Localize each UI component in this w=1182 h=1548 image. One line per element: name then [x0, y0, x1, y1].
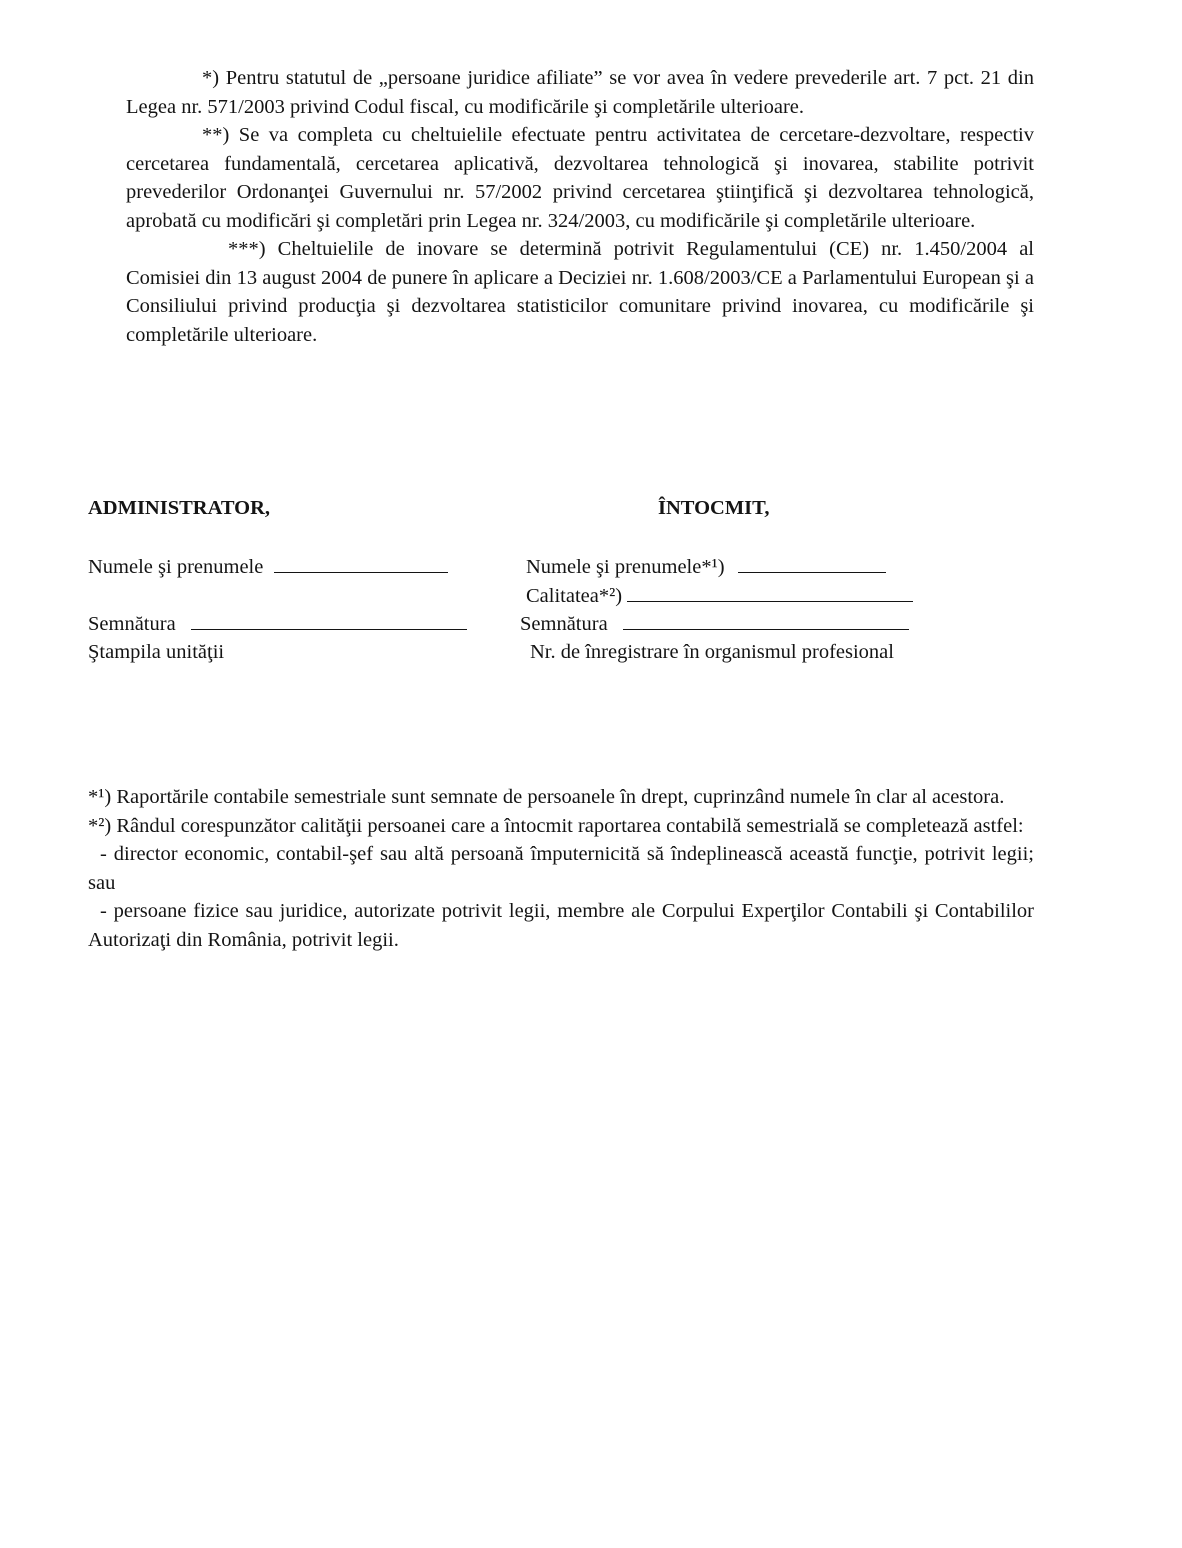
footnote-option-experts: - persoane fizice sau juridice, autorizate potrivit legii, membre ale Corpului Experţilor Contabili şi Contabililor Autorizaţi din România, potrivit legii. — [88, 900, 1034, 951]
administrator-name-row — [88, 552, 448, 582]
preparer-registration-row — [530, 638, 894, 667]
administrator-stamp-label: Ştampila unităţii — [88, 641, 225, 663]
administrator-signature-row — [88, 609, 467, 639]
preparer-signature-blank — [623, 609, 909, 630]
footnotes — [88, 783, 1034, 954]
preparer-quality-row — [526, 581, 913, 611]
explanatory-notes — [126, 64, 1034, 349]
note-research-expenses: **) Se va completa cu cheltuielile efectuate pentru activitatea de cercetare-dezvoltare, respectiv cercetarea fundamentală, cercetarea aplicativă, dezvoltarea tehnologică şi inovarea, stabilite potrivit prevederilor Ordonanţei Guvernului nr. 57/2002 privind cercetarea ştiinţifică şi dezvoltarea tehnologică, aprobată cu modificări şi completări prin Legea nr. 324/2003, cu modificările şi completările ulterioare. — [126, 124, 1034, 232]
preparer-name-label: Numele şi prenumele*¹) — [526, 556, 725, 578]
note-affiliated-entities: *) Pentru statutul de „persoane juridice afiliate” se vor avea în vedere prevederile art. 7 pct. 21 din Legea nr. 571/2003 privind Codul fiscal, cu modificările şi completările ulterioare. — [126, 67, 1034, 118]
preparer-name-blank — [738, 552, 886, 573]
footnote-signatories: *¹) Raportările contabile semestriale sunt semnate de persoanele în drept, cuprinzând numele în clar al acestora. — [88, 786, 1005, 808]
footnote-quality-row: *²) Rândul corespunzător calităţii persoanei care a întocmit raportarea contabilă semestrială se completează astfel: — [88, 814, 1024, 837]
administrator-stamp-row — [88, 638, 224, 667]
preparer-name-row — [526, 552, 886, 582]
administrator-name-blank — [274, 552, 448, 573]
footnote-option-director: - director economic, contabil-şef sau altă persoană împuternicită să îndeplinească această funcţie, potrivit legii; sau — [88, 843, 1034, 894]
preparer-signature-label: Semnătura — [520, 613, 608, 635]
administrator-signature-label: Semnătura — [88, 613, 176, 635]
preparer-heading: ÎNTOCMIT, — [658, 497, 770, 519]
preparer-registration-label: Nr. de înregistrare în organismul profesional — [530, 641, 894, 663]
preparer-signature-row — [520, 609, 909, 639]
preparer-quality-blank — [627, 581, 913, 602]
preparer-quality-label: Calitatea*²) — [526, 585, 623, 607]
administrator-signature-blank — [191, 609, 467, 630]
administrator-heading: ADMINISTRATOR, — [88, 497, 271, 519]
administrator-name-label: Numele şi prenumele — [88, 556, 264, 578]
note-innovation-expenses: ***) Cheltuielile de inovare se determină potrivit Regulamentului (CE) nr. 1.450/2004 al Comisiei din 13 august 2004 de punere în aplicare a Deciziei nr. 1.608/2003/CE a Parlamentului European şi a Consiliului privind producţia şi dezvoltarea statisticilor comunitare privind inovarea, cu modificările şi completările ulterioare. — [126, 238, 1034, 346]
